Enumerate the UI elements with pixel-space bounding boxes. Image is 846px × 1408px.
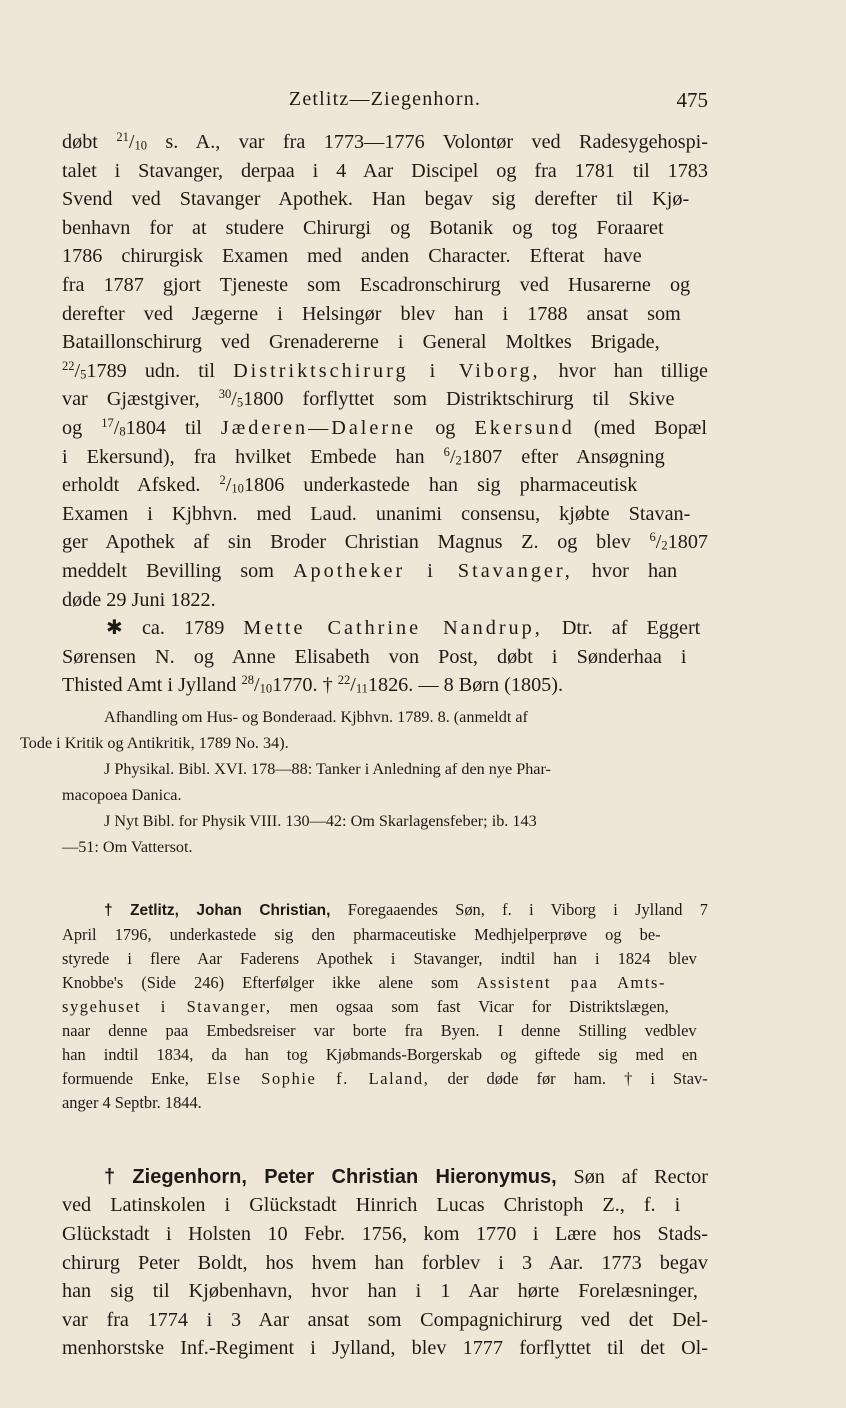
text-line: døde 29 Juni 1822. [62, 588, 216, 611]
page-header [62, 88, 708, 118]
text-line: meddelt Bevilling som Apotheker i Stavanger, hvor han [62, 559, 678, 582]
spacer [62, 1115, 708, 1163]
text-line: April 1796, underkastede sig den pharmaceutiske Medhjelperprøve og be- [62, 924, 661, 944]
running-title: Zetlitz—Ziegenhorn. [288, 88, 482, 110]
entry-heading: † Ziegenhorn, Peter Christian Hieronymus, [104, 1165, 557, 1188]
text-line: var fra 1774 i 3 Aar ansat som Compagnichirurg ved det Del- [62, 1308, 708, 1331]
text-line: døbt $^{21}$/10 s. A., var fra 1773—1776 Volontør ved Radesygehospi- [62, 130, 709, 153]
text-line: Glückstadt i Holsten 10 Febr. 1756, kom 1770 i Lære hos Stads- [62, 1223, 708, 1246]
text-line: og $^{17}$/81804 til Jæderen—Dalerne og Ekersund (med Bopæl [62, 416, 707, 439]
spacer [62, 860, 708, 898]
text-line: han indtil 1834, da han tog Kjøbmands-Borgerskab og giftede sig med en [62, 1044, 698, 1064]
entry-zetlitz-son [62, 898, 708, 1115]
text-line: ger Apothek af sin Broder Christian Magnus Z. og blev $^6$/21807 [62, 530, 709, 554]
text-line: Knobbe's (Side 246) Efterfølger ikke alene som Assistent paa Amts- [62, 972, 667, 992]
text-line: var Gjæstgiver, $^{30}$/51800 forflyttet som Distriktschirurg til Skive [62, 387, 675, 411]
text-line: Bataillonschirurg ved Grenadererne i General Moltkes Brigade, [62, 331, 660, 354]
text-line: han sig til Kjøbenhavn, hvor han i 1 Aar hørte Forelæsninger, [62, 1280, 698, 1303]
text-line: derefter ved Jægerne i Helsingør blev han i 1788 ansat som [62, 302, 681, 325]
text-line: Sørensen N. og Anne Elisabeth von Post, døbt i Sønderhaa i [62, 645, 687, 668]
text-line: $^{22}$/51789 udn. til Distriktschirurg i Viborg, hvor han tillige [62, 358, 709, 382]
text-line: sygehuset i Stavanger, men ogsaa som fast Vicar for Distriktslægen, [62, 996, 669, 1016]
note: J Nyt Bibl. for Physik VIII. 130—42: Om Skarlagensfeber; ib. 143 —51: Om Vattersot. [62, 811, 537, 856]
text-line: † Ziegenhorn, Peter Christian Hieronymus, Søn af Rector [104, 1165, 708, 1188]
text-line: styrede i flere Aar Faderens Apothek i Stavanger, indtil han i 1824 blev [62, 948, 697, 968]
text-line: menhorstske Inf.-Regiment i Jylland, blev 1777 forflyttet til det Ol- [62, 1337, 708, 1360]
text-line: Examen i Kjbhvn. med Laud. unanimi consensu, kjøbte Stavan- [62, 502, 691, 525]
text-line: talet i Stavanger, derpaa i 4 Aar Discipel og fra 1781 til 1783 [62, 159, 708, 182]
entry-heading: † Zetlitz, Johan Christian, [104, 901, 331, 919]
text-line: i Ekersund), fra hvilket Embede han $^6$/21807 efter Ansøgning [62, 444, 665, 468]
text-line: fra 1787 gjort Tjeneste som Escadronschirurg ved Husarerne og [62, 273, 691, 296]
body-text [20, 128, 709, 1363]
entry-zetlitz-father [62, 128, 708, 700]
text-line: benhavn for at studere Chirurgi og Botanik og tog Foraaret [62, 216, 664, 239]
entry-ziegenhorn [62, 1163, 708, 1363]
note: J Physikal. Bibl. XVI. 178—88: Tanker i Anledning af den nye Phar- macopoea Danica. [62, 759, 551, 804]
text-line: ved Latinskolen i Glückstadt Hinrich Lucas Christoph Z., f. i [62, 1194, 681, 1217]
text-line: Thisted Amt i Jylland $^{28}$/101770. † $^{22}$/111826. — 8 Børn (1805). [62, 673, 564, 697]
text-line: naar denne paa Embedsreiser var borte fra Byen. I denne Stilling vedblev [62, 1020, 697, 1040]
text-line: chirurg Peter Boldt, hos hvem han forblev i 3 Aar. 1773 begav [62, 1251, 708, 1274]
text-line: ✱ ca. 1789 Mette Cathrine Nandrup, Dtr. af Eggert [106, 617, 701, 640]
text-line: formuende Enke, Else Sophie f. Laland, der døde før ham. † i Stav- [62, 1068, 708, 1088]
text-line: Svend ved Stavanger Apothek. Han begav sig derefter til Kjø- [62, 188, 690, 211]
page-number: 475 [676, 88, 708, 112]
text-line: anger 4 Septbr. 1844. [62, 1092, 202, 1112]
note: Afhandling om Hus- og Bonderaad. Kjbhvn. 1789. 8. (anmeldt af Tode i Kritik og Antikritik, 1789 No. 34). [20, 707, 528, 752]
text-line: † Zetlitz, Johan Christian, Foregaaendes Søn, f. i Viborg i Jylland 7 [104, 899, 708, 919]
bibliography-notes [20, 704, 708, 860]
text-line: 1786 chirurgisk Examen med anden Character. Efterat have [62, 245, 642, 268]
text-line: erholdt Afsked. $^2$/101806 underkastede han sig pharmaceutisk [62, 473, 638, 497]
